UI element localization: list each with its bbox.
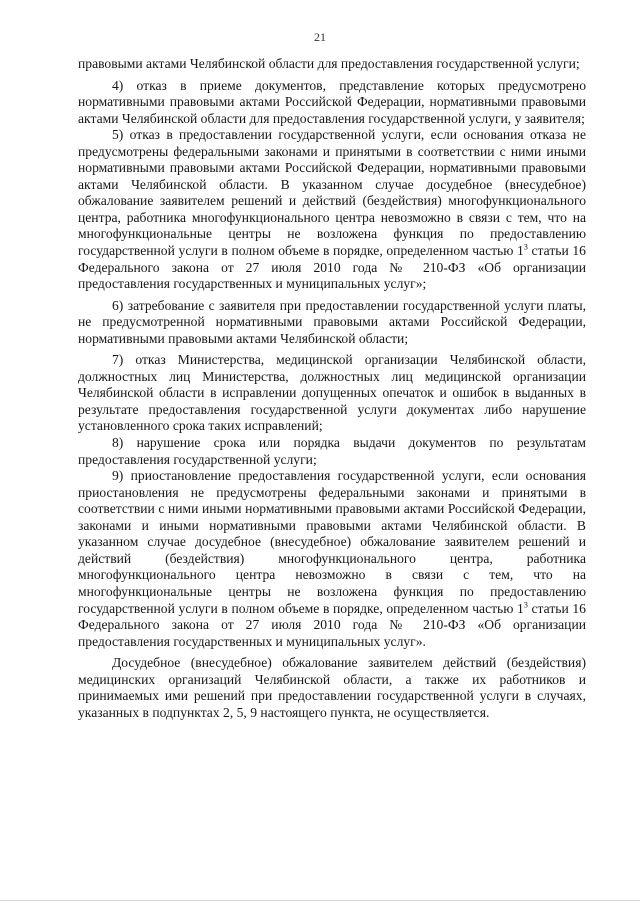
- paragraph-item-9-text-end: статьи 16 Федерального закона от 27 июля 2010 года № 210-ФЗ «Об организации предоставления государственных и муниципальных услуг».: [78, 600, 586, 649]
- paragraph-item-5: [78, 127, 586, 292]
- paragraph-item-5-text-end: статьи 16 Федерального закона от 27 июля 2010 года № 210-ФЗ «Об организации предоставления государственных и муниципальных услуг»;: [78, 243, 586, 292]
- paragraph-continuation: правовыми актами Челябинской области для предоставления государственной услуги;: [78, 56, 580, 71]
- paragraph-item-9-superscript: 3: [523, 599, 528, 609]
- page-number: 21: [314, 30, 326, 44]
- paragraph-closing: Досудебное (внесудебное) обжалование заявителем действий (бездействия) медицинских организаций Челябинской области, а также их работников и принимаемых ими решений при предоставлении государственной услуги в случаях, указанных в подпунктах 2, 5, 9 настоящего пункта, не осуществляется.: [78, 655, 586, 720]
- paragraph-item-4: 4) отказ в приеме документов, представление которых предусмотрено нормативными правовыми актами Российской Федерации, нормативными правовыми актами Челябинской области для предоставления государственной услуги, у заявителя;: [78, 77, 586, 126]
- paragraph-item-8: 8) нарушение срока или порядка выдачи документов по результатам предоставления государственной услуги;: [78, 435, 586, 467]
- paragraph-item-5-text: 5) отказ в предоставлении государственной услуги, если основания отказа не предусмотрены федеральными законами и принятыми в соответствии с ними иными нормативными правовыми актами Российской Федерации, нормативными правовыми актами Челябинской области. В указанном случае досудебное (внесудебное) обжалование заявителем решений и действий (бездействия) многофункционального центра, работника многофункционального центра невозможно в связи с тем, что на многофункциональные центры не возложена функция по предоставлению государственной услуги в полном объеме в порядке, определенном частью 1: [78, 127, 586, 259]
- paragraph-item-7: 7) отказ Министерства, медицинской организации Челябинской области, должностных лиц Министерства, должностных лиц медицинской организации Челябинской области в исправлении допущенных опечаток и ошибок в выданных в результате предоставления государственной услуги документах либо нарушение установленного срока таких исправлений;: [78, 352, 586, 434]
- paragraph-item-9-text: 9) приостановление предоставления государственной услуги, если основания приостановления не предусмотрены федеральными законами и принятыми в соответствии с ними иными нормативными правовыми актами Российской Федерации, законами и иными нормативными правовыми актами Челябинской области. В указанном случае досудебное (внесудебное) обжалование заявителем решений и действий (бездействия) многофункционального центра, работника многофункционального центра невозможно в связи с тем, что на многофункциональные центры не возложена функция по предоставлению государственной услуги в полном объеме в порядке, определенном частью 1: [78, 468, 586, 616]
- paragraph-item-6: 6) затребование с заявителя при предоставлении государственной услуги платы, не предусмотренной нормативными правовыми актами Российской Федерации, нормативными правовыми актами Челябинской области;: [78, 297, 586, 346]
- paragraph-item-9: [78, 468, 586, 650]
- document-body: [78, 56, 586, 721]
- paragraph-item-5-superscript: 3: [523, 242, 528, 252]
- scan-edge-divider: [0, 900, 640, 901]
